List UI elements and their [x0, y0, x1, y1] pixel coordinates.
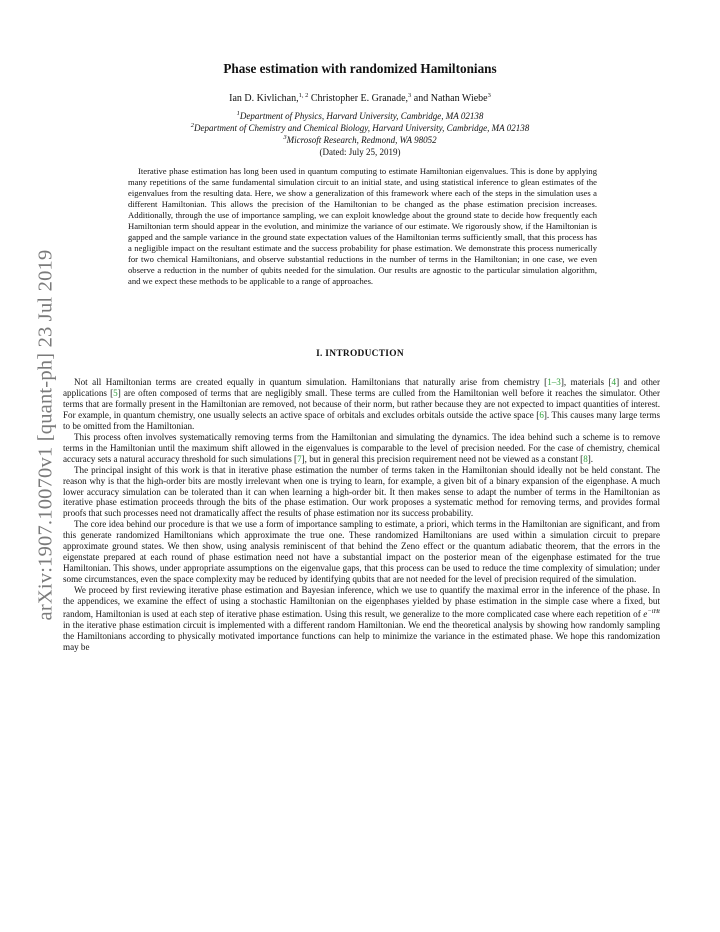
author-name: Christopher E. Granade,: [310, 93, 409, 104]
dated-line: (Dated: July 25, 2019): [319, 147, 401, 157]
text-run: ] and other applications [: [63, 377, 660, 398]
text-run: ]. This causes many large terms to be omitted from the Hamiltonian.: [63, 409, 660, 431]
paragraph: [63, 377, 660, 432]
affiliation-line: [0, 110, 720, 121]
paper-title: Phase estimation with randomized Hamiltonians: [223, 61, 497, 76]
body-text: [63, 377, 660, 653]
text-run: ] are often composed of terms that are negligibly small. These terms are culled from the Hamiltonian well before it reaches the simulator. Other terms that are formally present in the Hamiltonian are removed, not because of their norm, but rather because they are not expected to impact quantities of interest. For example, in quantum chemistry, one usually selects an active space of orbitals and excludes orbitals outside the active space [: [63, 387, 660, 420]
paragraph: [63, 585, 660, 653]
paragraph: The core idea behind our procedure is that we use a form of importance sampling to estimate, a priori, which terms in the Hamiltonian are significant, and from this generate randomized Hamiltonians which approximate the true one. These randomized Hamiltonians are used within a simulation circuit to prepare approximate ground states. We then show, using analysis reminiscent of that behind the Zeno effect or the quantum adiabatic theorem, that the errors in the eigenstate prepared at each round of phase estimation need not have a substantial impact on the posterior mean of the eigenphase estimated for the true Hamiltonian. This shows, under appropriate assumptions on the eigenvalue gaps, that this process can be used to reduce the time complexity of simulation; under some circumstances, even the space complexity may be reduced by identifying qubits that are not needed for the level of precision required of the simulation.: [63, 519, 660, 585]
text-run: This process often involves systematically removing terms from the Hamiltonian and simulating the dynamics. The idea behind such a scheme is to remove terms in the Hamiltonian until the maximum shift allowed in the eigenvalues is comparable to the level of precision needed. For the case of chemistry, chemical accuracy sets a natural accuracy threshold for such simulations [: [63, 431, 660, 464]
text-run: We proceed by first reviewing iterative phase estimation and Bayesian inference, which we use to quantify the maximal error in the inference of the phase. In the appendices, we examine the effect of using a stochastic Hamiltonian on the eigenphases yielded by phase estimation in the simple case where a fixed, but random, Hamiltonian is used at each step of iterative phase estimation. Using this result, we generalize to the more complicated case where each repetition of: [63, 585, 660, 620]
math-expression: [643, 609, 660, 619]
citation-link[interactable]: 6: [539, 409, 544, 420]
section-heading: I. INTRODUCTION: [316, 349, 404, 359]
abstract: [128, 166, 597, 286]
text-run: Not all Hamiltonian terms are created equally in quantum simulation. Hamiltonians that naturally arise from chemistry [: [74, 377, 548, 387]
text-run: ], materials [: [560, 377, 612, 387]
abstract-text: Iterative phase estimation has long been used in quantum computing to estimate Hamiltonian eigenvalues. This is done by applying many repetitions of the same fundamental simulation circuit to an initial state, and using statistical inference to glean estimates of the eigenvalues from the resulting data. Here, we show a generalization of this framework where each of the steps in the simulation uses a different Hamiltonian. This allows the precision of the Hamiltonian to be changed as the phase estimation precision increases. Additionally, through the use of importance sampling, we can exploit knowledge about the ground state to decide how frequently each Hamiltonian term should appear in the evolution, and minimize the variance of our estimate. We rigorously show, if the Hamiltonian is gapped and the sample variance in the ground state expectation values of the Hamiltonian terms sufficiently small, that this process has a negligible impact on the resultant estimate and the success probability for phase estimation. We demonstrate this process numerically for two chemical Hamiltonians, and observe substantial reductions in the number of terms in the Hamiltonian; in one case, we even observe a reduction in the number of qubits needed for the simulation. Our results are agnostic to the particular simulation algorithm, and we expect these methods to be applicable to a range of approaches.: [128, 166, 597, 286]
arxiv-identifier: arXiv:1907.10070v1 [quant-ph] 23 Jul 2019: [34, 249, 57, 621]
citation-link[interactable]: 7: [297, 453, 302, 464]
author-name: Ian D. Kivlichan,: [229, 93, 299, 104]
paragraph: The principal insight of this work is that in iterative phase estimation the number of terms taken in the Hamiltonian should ideally not be held constant. The reason why is that the high-order bits are mostly irrelevant when one is trying to learn, for example, a given bit of a binary expansion of the eigenphase. A much lower accuracy simulation can be tolerated than it can when learning a high-order bit. It then makes sense to adapt the number of terms in the Hamiltonian as iterative phase estimation proceeds through the bits of the phase estimation. Our work proposes a systematic method for removing terms, and provides formal proofs that such processes need not dramatically affect the results of phase estimation nor its success probability.: [63, 464, 660, 519]
paragraph: [63, 432, 660, 465]
author-list: [0, 92, 720, 104]
affiliation-number: 2: [190, 122, 194, 129]
affiliation-line: [0, 134, 720, 145]
affiliation-text: Department of Physics, Harvard University, Cambridge, MA 02138: [239, 111, 484, 121]
text-run: in the iterative phase estimation circuit is implemented with a different random Hamiltonian. We end the theoretical analysis by showing how randomly sampling the Hamiltonians according to physically motivated importance functions can help to minimize the variance in the estimated phase. We hope this randomization may be: [63, 620, 660, 652]
citation-link[interactable]: 5: [113, 387, 118, 398]
citation-link[interactable]: 4: [611, 377, 617, 387]
text-run: ], but in general this precision requirement need not be viewed as a constant [: [301, 453, 584, 464]
author-name: and Nathan Wiebe: [413, 93, 488, 104]
citation-link[interactable]: 8: [583, 453, 588, 464]
math-base: e: [643, 609, 648, 620]
affiliation-number: 1: [236, 110, 240, 117]
affiliation-marker: 3: [487, 92, 491, 99]
citation-link[interactable]: 1–3: [547, 377, 561, 387]
affiliation-line: [0, 122, 720, 133]
affiliation-text: Microsoft Research, Redmond, WA 98052: [286, 135, 437, 145]
math-exponent: −iHt: [647, 608, 660, 616]
affiliation-marker: 1, 2: [298, 92, 309, 99]
text-run: ].: [587, 453, 594, 464]
affiliation-marker: 3: [408, 92, 412, 99]
affiliation-text: Department of Chemistry and Chemical Biology, Harvard University, Cambridge, MA 02138: [194, 123, 530, 133]
affiliation-number: 3: [283, 134, 287, 141]
